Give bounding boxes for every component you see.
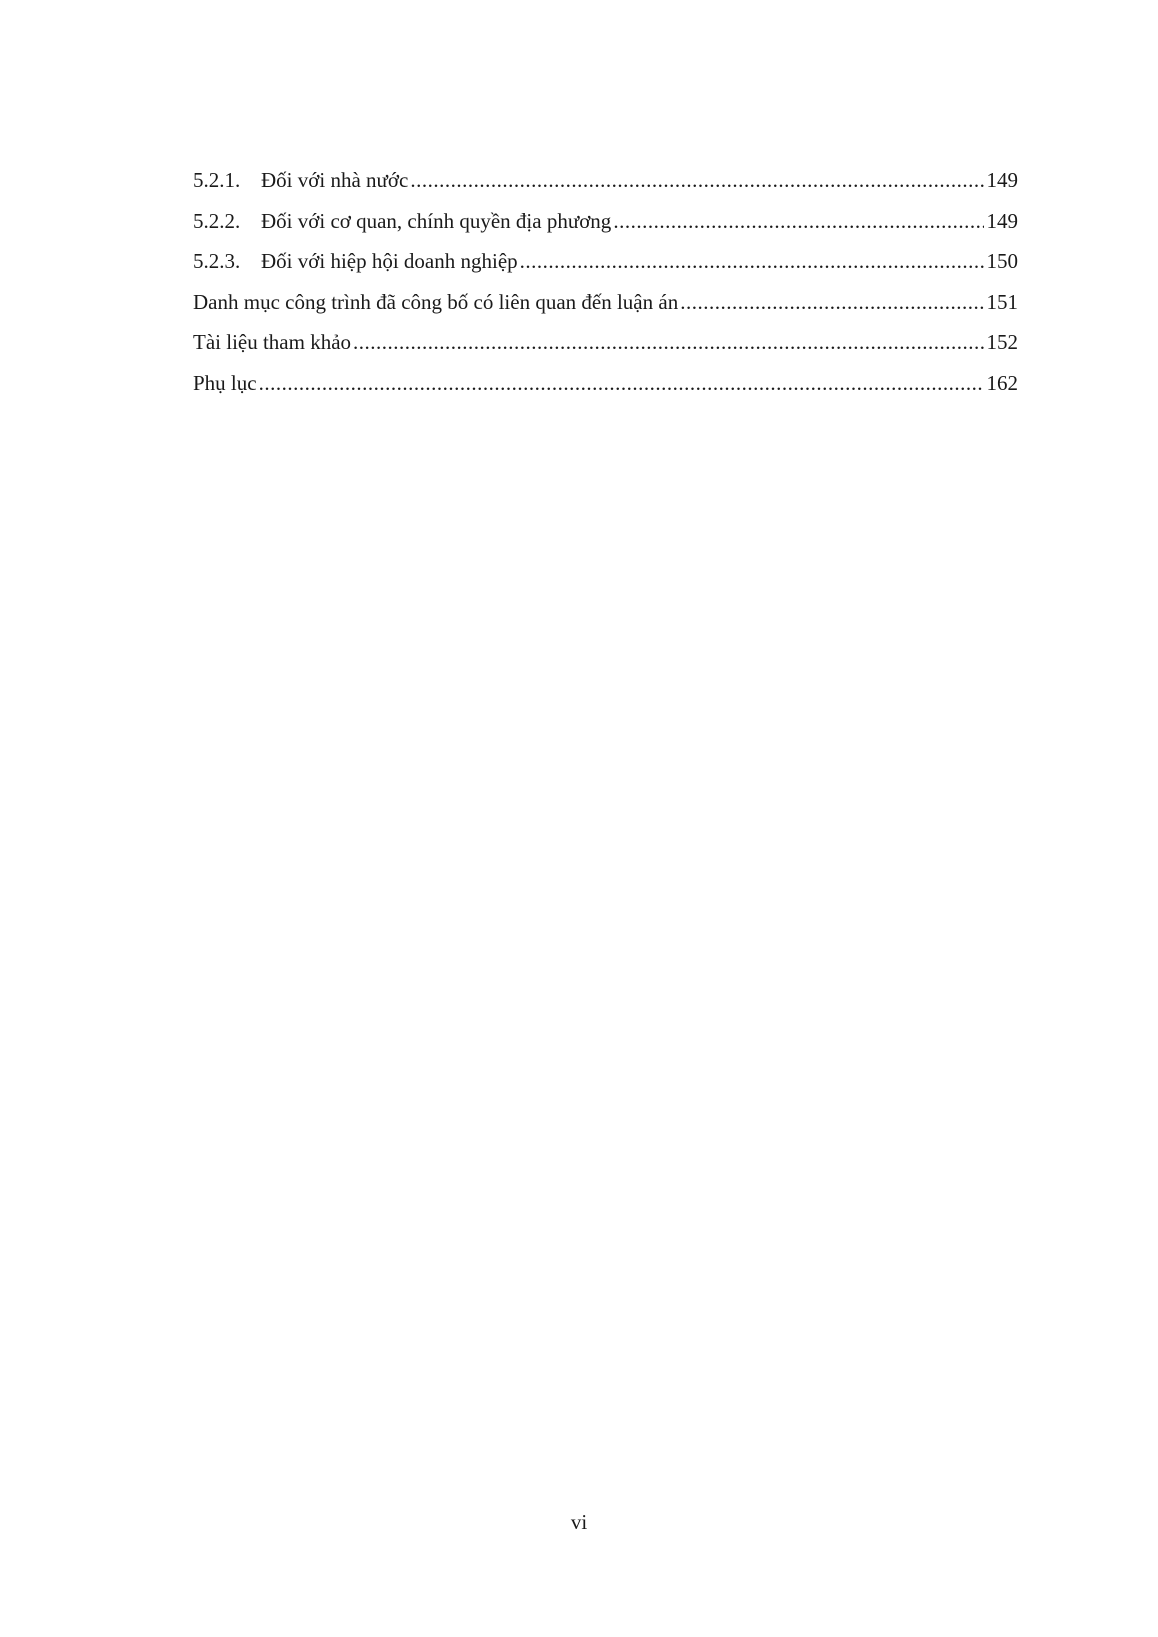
toc-entry-title: Tài liệu tham khảo: [193, 330, 352, 354]
toc-entry-number: 5.2.2.: [193, 208, 241, 233]
toc-dot-leader: [353, 322, 983, 362]
toc-entry-page: 151: [986, 289, 1018, 314]
toc-entry-page: 152: [986, 330, 1018, 354]
toc-dot-leader: [410, 160, 983, 200]
toc-entry-page: 149: [986, 208, 1018, 233]
toc-entry-number: 5.2.3.: [193, 249, 241, 273]
toc-entry-title: Đối với hiệp hội doanh nghiệp: [261, 249, 518, 273]
toc-entry-publications[interactable]: [193, 282, 1018, 323]
toc-entry-title: Đối với nhà nước: [261, 168, 409, 192]
toc-entry-5-2-3[interactable]: [193, 241, 1018, 282]
toc-entry-5-2-1[interactable]: [193, 160, 1018, 201]
toc-entry-title: Danh mục công trình đã công bố có liên quan đến luận án: [193, 289, 679, 314]
toc-entry-page: 150: [986, 249, 1018, 273]
toc-dot-leader: [520, 241, 984, 281]
toc-entry-title: Phụ lục: [193, 370, 257, 395]
toc-entry-appendix[interactable]: [193, 363, 1018, 404]
toc-entry-5-2-2[interactable]: [193, 201, 1018, 242]
toc-entry-title: Đối với cơ quan, chính quyền địa phương: [261, 208, 612, 233]
toc-dot-leader: [613, 201, 983, 241]
toc-entry-page: 162: [986, 370, 1018, 395]
page-number: vi: [570, 1510, 588, 1534]
toc-dot-leader: [259, 363, 984, 403]
table-of-contents: [193, 160, 1018, 403]
toc-entry-number: 5.2.1.: [193, 168, 241, 192]
toc-entry-references[interactable]: [193, 322, 1018, 363]
toc-entry-page: 149: [986, 168, 1018, 192]
toc-dot-leader: [680, 282, 983, 322]
